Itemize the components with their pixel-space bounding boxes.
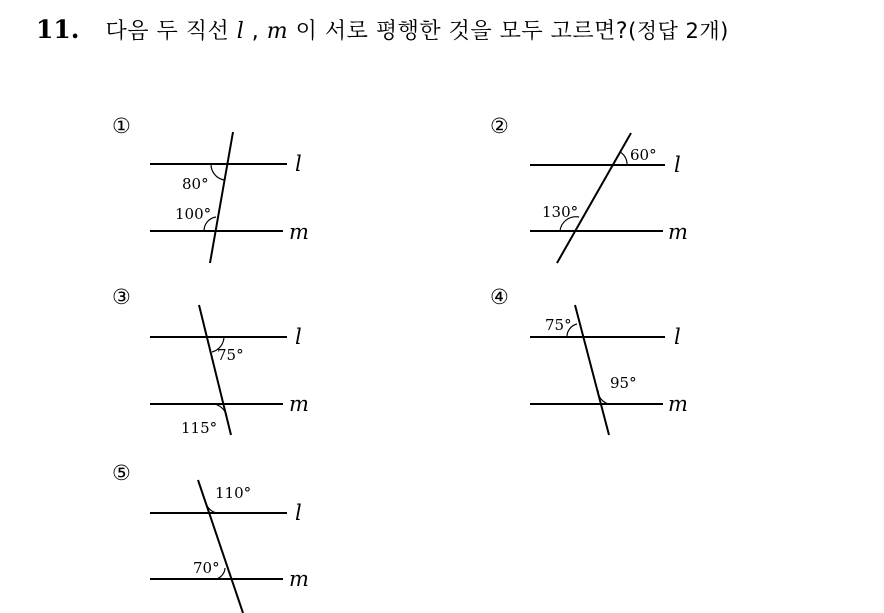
- choice-3-marker[interactable]: ③: [112, 285, 131, 309]
- comma: ,: [251, 19, 260, 44]
- line-m-label: m: [289, 220, 309, 244]
- answer-count-note: (정답 2개): [628, 19, 729, 43]
- choice-4-figure: [490, 285, 688, 435]
- var-m: m: [266, 19, 289, 44]
- choice-1-marker[interactable]: ①: [112, 114, 131, 138]
- choice-5-figure: [112, 461, 309, 613]
- transversal: [575, 305, 609, 435]
- angle-label: 110°: [215, 484, 252, 502]
- choice-1-figure: [112, 114, 309, 263]
- question-text-after: 이 서로 평행한 것을 모두 고르면?: [295, 19, 629, 44]
- angle-label: 130°: [542, 203, 579, 221]
- line-l-label: l: [295, 152, 302, 176]
- line-m-label: m: [668, 220, 688, 244]
- angle-label: 100°: [175, 205, 212, 223]
- choice-2-figure: [490, 114, 688, 263]
- angle-label: 115°: [181, 419, 218, 437]
- line-m-label: m: [289, 567, 309, 591]
- line-m-label: m: [289, 392, 309, 416]
- line-l-label: l: [295, 501, 302, 525]
- angle-arc: [620, 152, 627, 165]
- angle-label: 60°: [630, 146, 657, 164]
- angle-label: 75°: [217, 346, 244, 364]
- line-l-label: l: [295, 325, 302, 349]
- angle-label: 95°: [610, 374, 637, 392]
- question-number: 11.: [36, 15, 80, 44]
- angle-label: 70°: [193, 559, 220, 577]
- angle-arc: [211, 164, 224, 180]
- angle-label: 80°: [182, 175, 209, 193]
- line-l-label: l: [674, 153, 681, 177]
- choice-2-marker[interactable]: ②: [490, 114, 509, 138]
- choice-5-marker[interactable]: ⑤: [112, 461, 131, 485]
- transversal: [210, 132, 233, 263]
- choice-4-marker[interactable]: ④: [490, 285, 509, 309]
- line-m-label: m: [668, 392, 688, 416]
- choice-3-figure: [112, 285, 309, 437]
- question-text-before: 다음 두 직선: [105, 19, 230, 44]
- var-l: l: [236, 19, 245, 44]
- angle-label: 75°: [545, 316, 572, 334]
- line-l-label: l: [674, 325, 681, 349]
